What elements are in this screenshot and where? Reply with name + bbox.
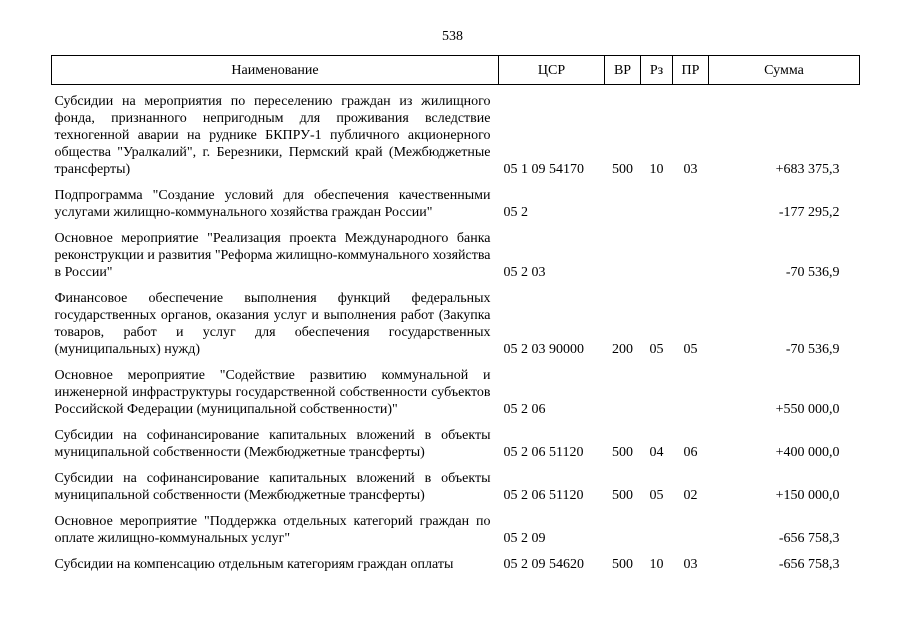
table-row xyxy=(52,85,860,188)
row-sum: +150 000,0 xyxy=(775,488,840,503)
table-body xyxy=(52,85,860,583)
row-pr xyxy=(673,230,709,290)
row-sum: -656 758,3 xyxy=(778,531,840,546)
header-sum: Сумма xyxy=(709,56,860,85)
row-name: Субсидии на компенсацию отдельным категориям граждан оплаты xyxy=(54,557,454,572)
table-row xyxy=(52,513,860,556)
row-sum: +550 000,0 xyxy=(775,402,840,417)
row-pr: 03 xyxy=(683,557,698,572)
header-pr: ПР xyxy=(673,56,709,85)
row-name: Основное мероприятие "Поддержка отдельных категорий граждан по оплате жилищно-коммунальных услуг" xyxy=(54,514,491,546)
row-csr: 05 2 09 54620 xyxy=(503,557,584,572)
table-row xyxy=(52,367,860,427)
row-csr: 05 2 09 xyxy=(503,531,546,546)
row-name: Субсидии на софинансирование капитальных вложений в объекты муниципальной собственности (Межбюджетные трансферты) xyxy=(54,471,491,503)
row-csr: 05 2 06 xyxy=(503,402,546,417)
row-sum: -177 295,2 xyxy=(778,205,840,220)
row-name: Субсидии на софинансирование капитальных вложений в объекты муниципальной собственности (Межбюджетные трансферты) xyxy=(54,428,491,460)
row-rz: 04 xyxy=(649,445,664,460)
row-name: Финансовое обеспечение выполнения функций федеральных государственных органов, оказания услуг и выполнения работ (Закупка товаров, работ и услуг для обеспечения государственных (муниципальных) нужд) xyxy=(54,291,491,357)
row-csr: 05 2 03 xyxy=(503,265,546,280)
header-vr: ВР xyxy=(605,56,641,85)
page-number: 538 xyxy=(442,29,463,44)
row-sum: -70 536,9 xyxy=(785,342,840,357)
row-sum: -70 536,9 xyxy=(785,265,840,280)
header-row xyxy=(52,56,860,85)
row-rz: 05 xyxy=(649,488,664,503)
row-vr xyxy=(605,513,641,556)
table-row xyxy=(52,556,860,582)
row-rz xyxy=(641,187,673,230)
row-pr: 03 xyxy=(683,162,698,177)
row-vr: 500 xyxy=(612,162,633,177)
row-name: Субсидии на мероприятия по переселению граждан из жилищного фонда, признанного непригодным для проживания вследствие техногенной аварии на руднике БКПРУ-1 публичного акционерного общества "Уралкалий", г. Березники, Пермский край (Межбюджетные трансферты) xyxy=(54,94,491,177)
row-csr: 05 1 09 54170 xyxy=(503,162,584,177)
row-csr: 05 2 06 51120 xyxy=(503,445,584,460)
row-vr: 500 xyxy=(612,488,633,503)
table-row xyxy=(52,187,860,230)
row-pr xyxy=(673,513,709,556)
budget-table xyxy=(51,55,860,582)
table-row xyxy=(52,470,860,513)
row-pr xyxy=(673,187,709,230)
header-rz: Рз xyxy=(641,56,673,85)
table-row xyxy=(52,290,860,367)
row-csr: 05 2 06 51120 xyxy=(503,488,584,503)
row-vr: 500 xyxy=(612,445,633,460)
row-vr xyxy=(605,367,641,427)
row-vr xyxy=(605,187,641,230)
row-name: Основное мероприятие "Содействие развитию коммунальной и инженерной инфраструктуры государственной собственности субъектов Российской Федерации (муниципальной собственности)" xyxy=(54,368,491,417)
row-pr xyxy=(673,367,709,427)
row-csr: 05 2 xyxy=(503,205,528,220)
row-rz xyxy=(641,367,673,427)
row-rz xyxy=(641,230,673,290)
row-vr: 200 xyxy=(612,342,633,357)
row-sum: +683 375,3 xyxy=(775,162,840,177)
row-name: Подпрограмма "Создание условий для обеспечения качественными услугами жилищно-коммунального хозяйства граждан России" xyxy=(54,188,491,220)
header-csr: ЦСР xyxy=(499,56,605,85)
table-header xyxy=(52,56,860,85)
row-rz: 05 xyxy=(649,342,664,357)
row-csr: 05 2 03 90000 xyxy=(503,342,584,357)
row-rz xyxy=(641,513,673,556)
row-sum: -656 758,3 xyxy=(778,557,840,572)
row-sum: +400 000,0 xyxy=(775,445,840,460)
header-name: Наименование xyxy=(52,56,499,85)
row-pr: 05 xyxy=(683,342,698,357)
row-pr: 02 xyxy=(683,488,698,503)
row-vr xyxy=(605,230,641,290)
row-rz: 10 xyxy=(649,557,664,572)
table-row xyxy=(52,427,860,470)
row-vr: 500 xyxy=(612,557,633,572)
row-pr: 06 xyxy=(683,445,698,460)
row-rz: 10 xyxy=(649,162,664,177)
row-name: Основное мероприятие "Реализация проекта Международного банка реконструкции и развития "Реформа жилищно-коммунального хозяйства в России" xyxy=(54,231,491,280)
table-row xyxy=(52,230,860,290)
